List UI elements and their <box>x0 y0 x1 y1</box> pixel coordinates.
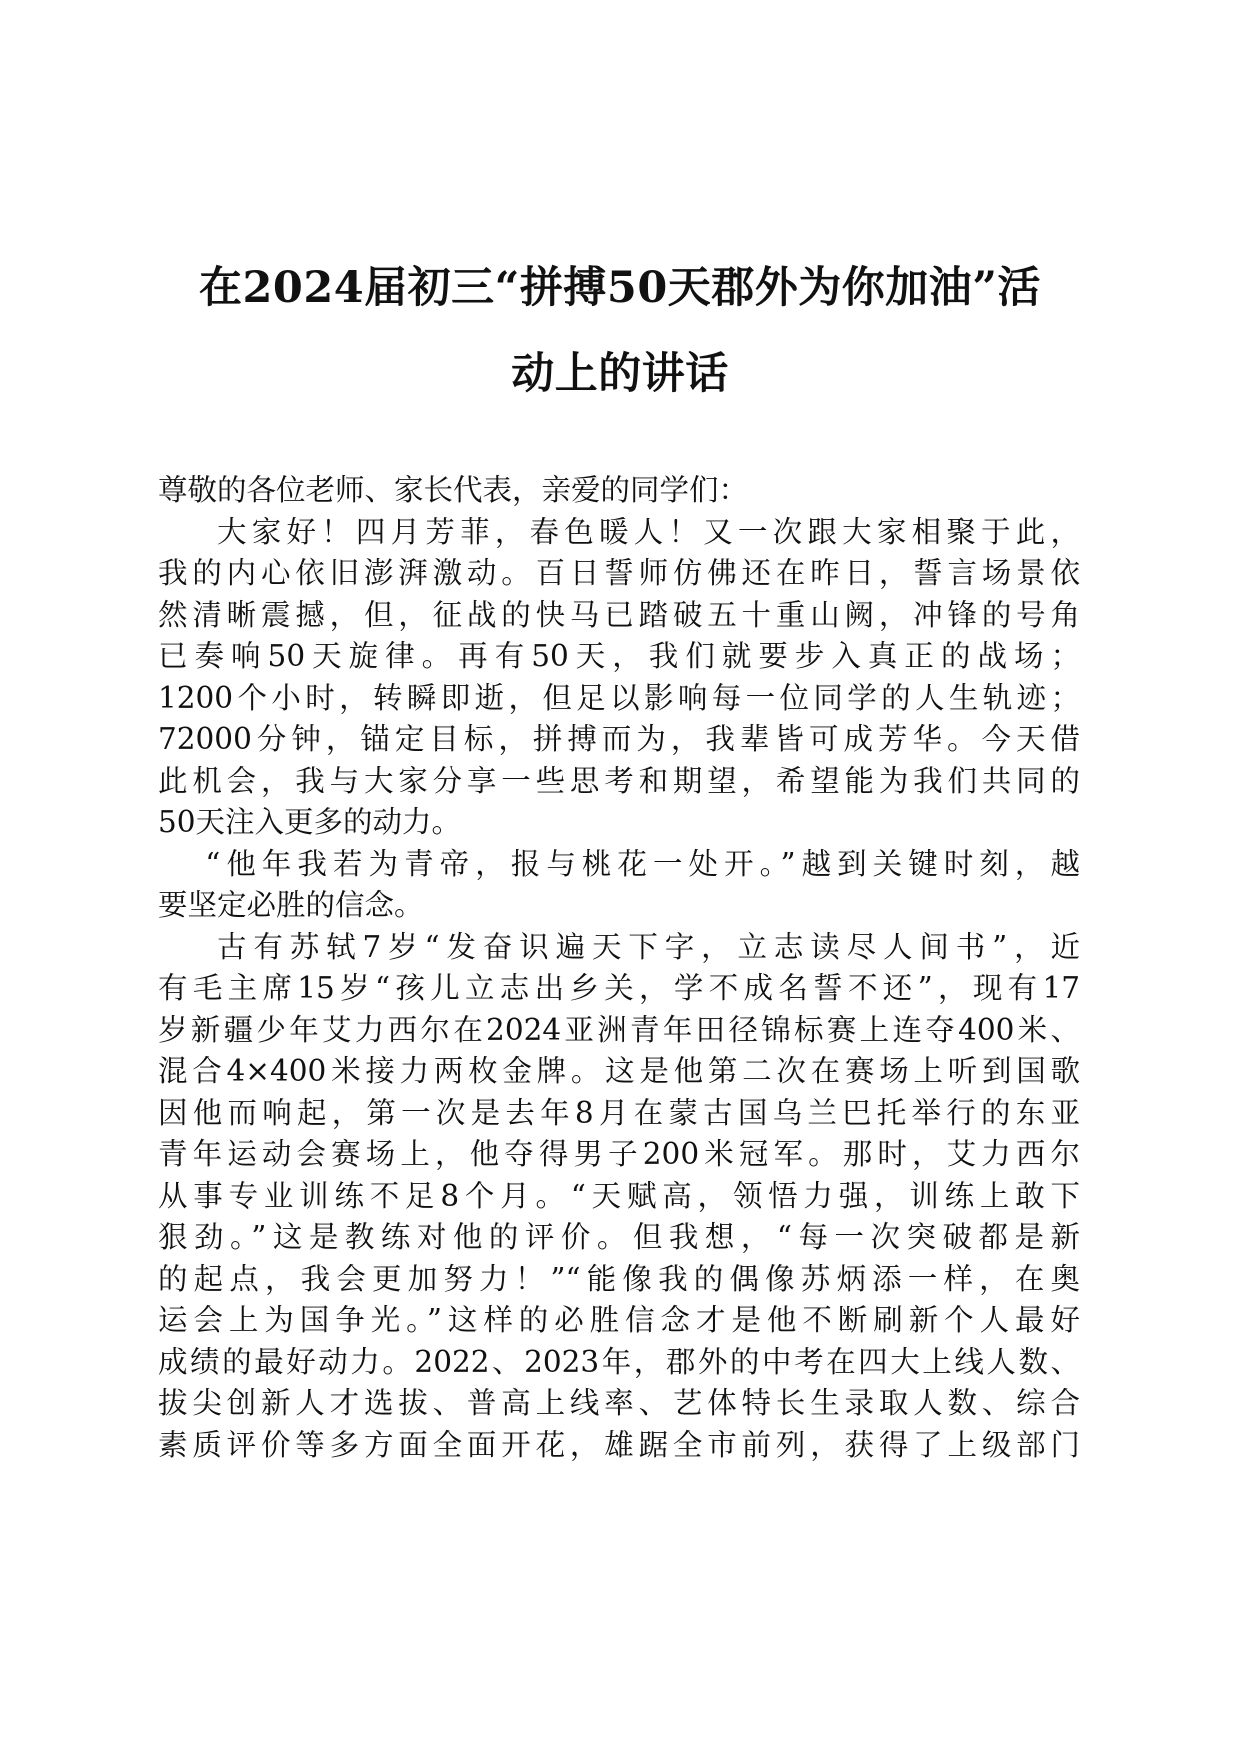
document-body <box>158 470 1080 1466</box>
body-line: 要坚定必胜的信念。 <box>158 888 424 922</box>
body-line: 1200个小时，转瞬即逝，但足以影响每一位同学的人生轨迹； <box>158 680 1080 715</box>
body-line: 尊敬的各位老师、家长代表，亲爱的同学们： <box>158 473 749 507</box>
body-line: 从事专业训练不足8个月。“天赋高，领悟力强，训练上敢下 <box>158 1178 1080 1213</box>
body-line: 72000分钟，锚定目标，拼搏而为，我辈皆可成芳华。今天借 <box>158 722 1080 756</box>
body-line: 运会上为国争光。”这样的必胜信念才是他不断刷新个人最好 <box>158 1303 1080 1337</box>
body-line: 我的内心依旧澎湃激动。百日誓师仿佛还在昨日，誓言场景依 <box>158 556 1080 590</box>
body-line: 因他而响起，第一次是去年8月在蒙古国乌兰巴托举行的东亚 <box>158 1095 1080 1130</box>
body-line: 岁新疆少年艾力西尔在2024亚洲青年田径锦标赛上连夺400米、 <box>158 1012 1080 1047</box>
body-line: 然清晰震撼，但，征战的快马已踏破五十重山阙，冲锋的号角 <box>158 597 1080 632</box>
body-line: 素质评价等多方面全面开花，雄踞全市前列，获得了上级部门 <box>158 1427 1080 1462</box>
title-line: 在2024届初三“拼搏50天郡外为你加油”活 <box>199 263 1041 313</box>
body-line: 拔尖创新人才选拔、普高上线率、艺体特长生录取人数、综合 <box>158 1386 1080 1420</box>
body-line: “他年我若为青帝，报与桃花一处开。”越到关键时刻，越 <box>205 846 1080 881</box>
body-line: 的起点，我会更加努力！”“能像我的偶像苏炳添一样，在奥 <box>158 1261 1080 1296</box>
body-line: 已奏响50天旋律。再有50天，我们就要步入真正的战场； <box>158 639 1080 673</box>
title-line: 动上的讲话 <box>511 349 729 399</box>
body-line: 古有苏轼7岁“发奋识遍天下字，立志读尽人间书”，近 <box>217 929 1080 964</box>
document-title <box>150 245 1090 417</box>
body-line: 大家好！四月芳菲，春色暖人！又一次跟大家相聚于此， <box>217 514 1080 549</box>
body-line: 青年运动会赛场上，他夺得男子200米冠军。那时，艾力西尔 <box>158 1137 1080 1171</box>
body-line: 50天注入更多的动力。 <box>158 805 462 839</box>
body-line: 混合4×400米接力两枚金牌。这是他第二次在赛场上听到国歌 <box>158 1054 1080 1088</box>
body-line: 此机会，我与大家分享一些思考和期望，希望能为我们共同的 <box>158 763 1080 798</box>
body-line: 成绩的最好动力。2022、2023年，郡外的中考在四大上线人数、 <box>158 1344 1080 1379</box>
body-line: 有毛主席15岁“孩儿立志出乡关，学不成名誓不还”，现有17 <box>158 971 1080 1005</box>
body-line: 狠劲。”这是教练对他的评价。但我想，“每一次突破都是新 <box>158 1220 1080 1254</box>
